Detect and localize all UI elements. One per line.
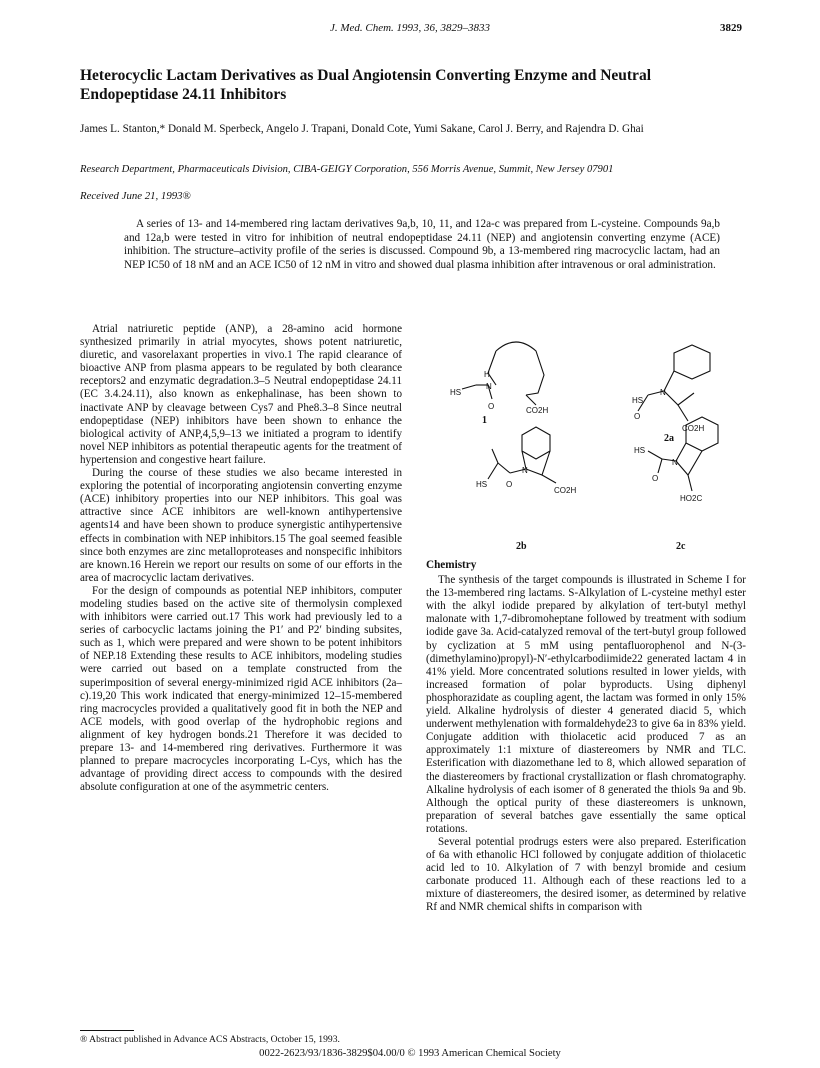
o-atom-label: O	[652, 474, 659, 483]
compound-label-2a: 2a	[664, 433, 674, 444]
h-atom-label: H	[484, 370, 490, 379]
copyright-line: 0022-2623/93/1836-3829$04.00/0 © 1993 American Chemical Society	[259, 1048, 561, 1059]
right-column	[426, 559, 746, 915]
chemical-structures-figure	[426, 323, 746, 555]
running-header	[0, 22, 820, 38]
compound-label-2b: 2b	[516, 541, 527, 552]
section-heading-chemistry: Chemistry	[426, 559, 477, 571]
footnote-rule	[80, 1030, 134, 1031]
hs-atom-label: HS	[476, 480, 488, 489]
co2h-label: CO2H	[682, 424, 705, 433]
body-paragraph: During the course of these studies we also became interested in exploring the potential of incorporating angiotensin converting enzyme (ACE) inhibitory properties into our NEP inhibitors. This goal was attractive since ACE inhibitors are well-known antihypertensive agents14 and have been shown to produce synergistic antihypertensive effects in combination with NEP inhibitors.15 The goal seemed feasible since both enzymes are zinc metalloproteases and nonspecific inhibitors are known.16 Herein we report our results on some of our efforts in the area of macrocyclic lactam derivatives.	[80, 467, 402, 584]
compound-1-ring	[496, 342, 544, 395]
compound-label-1: 1	[482, 415, 487, 426]
journal-citation: J. Med. Chem. 1993, 36, 3829–3833	[329, 22, 491, 34]
hs-atom-label: HS	[632, 396, 644, 405]
n-atom-label: N	[660, 388, 666, 397]
compound-2b-benzene	[522, 427, 550, 459]
n-atom-label: N	[486, 382, 492, 391]
page-number: 3829	[720, 22, 742, 34]
structures-svg	[426, 323, 746, 555]
o-atom-label: O	[634, 412, 641, 421]
author-list: James L. Stanton,* Donald M. Sperbeck, Angelo J. Trapani, Donald Cote, Yumi Sakane, Carol J. Berry, and Rajendra D. Ghai	[80, 123, 644, 135]
hs-atom-label: HS	[634, 446, 646, 455]
compound-label-2c: 2c	[676, 541, 686, 552]
co2h-label: CO2H	[554, 486, 577, 495]
body-paragraph: For the design of compounds as potential NEP inhibitors, computer modeling studies based on the active site of thermolysin complexed with inhibitors were carried out.17 This work had previously led to a series of carbocyclic lactams joining the P1′ and P2′ binding subsites, such as 1, which were prepared and were shown to be potent inhibitors of NEP.18 Extending these results to ACE inhibitors, modeling studies were carried out based on a template constructed from the superimposition of several energy-minimized rigid ACE inhibitors (2a–c).19,20 This work indicated that energy-minimized 12–15-membered ring macrocycles provided a qualitatively good fit in both the NEP and ACE models, with good overlap of the hydrophobic regions and alignment of key hydrogen bonds.21 Therefore it was decided to prepare 13- and 14-membered ring derivatives. Furthermore it was planned to prepare macrocycles incorporating L-Cys, which has the advantage of providing direct access to compounds with the desired absolute configuration at one of the asymmetric centers.	[80, 584, 402, 794]
n-atom-label: N	[672, 458, 678, 467]
received-date: Received June 21, 1993®	[80, 190, 191, 202]
o-atom-label: O	[488, 402, 495, 411]
abstract: A series of 13- and 14-membered ring lactam derivatives 9a,b, 10, 11, and 12a-c was prepared from L-cysteine. Compounds 9a,b and 12a,b were tested in vitro for inhibition of neutral endopeptidase 24.11 (NEP) and angiotensin converting enzyme (ACE) inhibition. The structure–activity profile of the series is discussed. Compound 9b, a 13-membered ring macrocyclic lactam, had an NEP IC50 of 18 nM and an ACE IC50 of 12 nM in vitro and showed dual plasma inhibition after intravenous or oral administration.	[124, 218, 720, 271]
hs-atom-label: HS	[450, 388, 462, 397]
body-paragraph: Several potential prodrugs esters were also prepared. Esterification of 6a with ethanolic HCl followed by conjugate addition of thiolacetic acid led to 10. Alkylation of 7 with benzyl bromide and cesium carbonate produced 11. Although each of these reactions led to a mixture of diastereomers, the desired isomer, as determined by relative Rf and NMR chemical shifts in comparison with	[426, 835, 746, 914]
compound-2c-benzene	[686, 417, 718, 451]
body-paragraph: The synthesis of the target compounds is illustrated in Scheme I for the 13-membered ring lactams. S-Alkylation of L-cysteine methyl ester with the alkyl iodide prepared by alkylation of tert-butyl methyl malonate with 1,7-dibromoheptane followed by treatment with sodium iodide gave 3a. Acid-catalyzed removal of the tert-butyl group followed by cyclization at 5 mM using pentafluorophenol and N-(3-(dimethylamino)propyl)-N′-ethylcarbodiimide22 generated lactam 4 in 41% yield. More concentrated solutions resulted in lower yields, with increased formation of polar byproducts. Using diphenyl phosphorazidate as coupling agent, the lactam was formed in only 15% yield. Alkaline hydrolysis of diester 4 generated diacid 5, which underwent methylenation with formaldehyde23 to give 6a in 83% yield. Conjugate addition with thiolacetic acid produced 7 as an approximately 1:1 mixture of diastereomers by NMR and TLC. Esterification with diazomethane led to 8, which allowed separation of the diastereomers by fractional crystallization or flash chromatography. Alkaline hydrolysis of each isomer of 8 generated the thiols 9a and 9b. Although the optical purity of these diastereomers is unknown, preparation of several batches gave essentially the same optical rotations.	[426, 574, 746, 835]
compound-2a-benzene	[674, 345, 710, 379]
co2h-label: CO2H	[526, 406, 549, 415]
affiliation: Research Department, Pharmaceuticals Division, CIBA-GEIGY Corporation, 556 Morris Avenue, Summit, New Jersey 07901	[80, 164, 614, 175]
footnote: ® Abstract published in Advance ACS Abstracts, October 15, 1993.	[80, 1034, 340, 1045]
left-column	[80, 323, 402, 794]
article-title: Heterocyclic Lactam Derivatives as Dual Angiotensin Converting Enzyme and Neutral Endopeptidase 24.11 Inhibitors	[80, 67, 651, 103]
n-atom-label: N	[522, 466, 528, 475]
body-paragraph: Atrial natriuretic peptide (ANP), a 28-amino acid hormone synthesized primarily in atrial myocytes, shows potent natriuretic, diuretic, and vasorelaxant properties in vivo.1 The rapid clearance of bioactive ANP from plasma appears to be regulated by both clearance receptors2 and enzymatic degradation.3–5 Neutral endopeptidase 24.11 (EC 3.4.24.11), also known as enkephalinase, has been shown to inactivate ANP by cleavage between Cys7 and Phe8.3–8 Since neutral endopeptidase (NEP) inhibitors have been shown to enhance the biological activity of ANP,4,5,9–13 we initiated a program to identify novel NEP inhibitors as potential therapeutic agents for the treatment of hypertension and congestive heart failure.	[80, 323, 402, 466]
o-atom-label: O	[506, 480, 513, 489]
ho2c-label: HO2C	[680, 494, 703, 503]
